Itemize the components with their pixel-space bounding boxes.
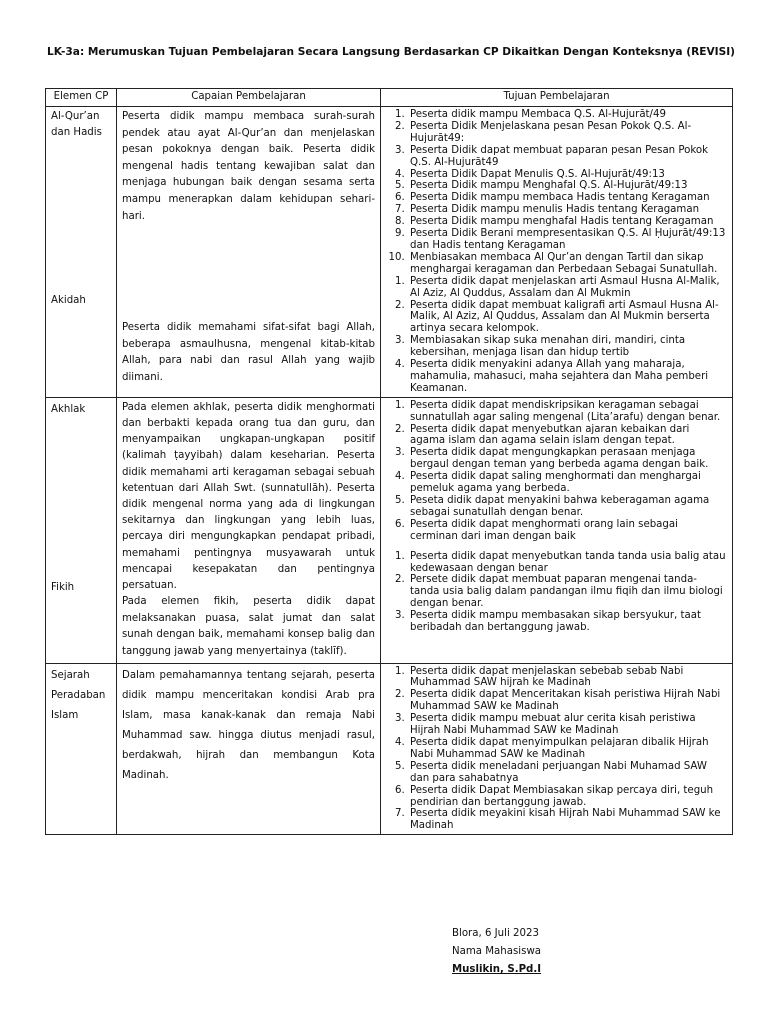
- list-item: 1. Peserta didik dapat menjelaskan sebebab sebab Nabi Muhammad SAW hijrah ke Madinah: [408, 666, 727, 690]
- list-item: 5. Peseta didik dapat menyakini bahwa keberagaman agama sebagai sunatullah dengan benar.: [408, 495, 727, 519]
- element-cell: [46, 107, 117, 398]
- list-item: 9. Peserta Didik Berani mempresentasikan Q.S. Al Ḥujurāt/49:13 dan Hadis tentang Keragaman: [408, 228, 727, 252]
- list-item: 6. Peserta didik dapat menghormati orang lain sebagai cerminan dari iman dengan baik: [408, 519, 727, 543]
- signature-place-date: Blora, 6 Juli 2023: [452, 928, 539, 939]
- goals-cell: [381, 107, 733, 398]
- cp-cell: [117, 397, 381, 663]
- element-name: Akidah: [51, 295, 86, 306]
- element-name: Fikih: [51, 581, 75, 593]
- goals-list: [386, 109, 727, 276]
- list-item: 5. Peserta Didik mampu Menghafal Q.S. Al-Hujurāt/49:13: [408, 180, 727, 192]
- cp-text: Peserta didik memahami sifat-sifat bagi Allah, beberapa asmaulhusna, mengenal kitab-kitab Allah, para nabi dan rasul Allah yang wajib diimani.: [122, 322, 375, 383]
- list-item: 2. Persete didik dapat membuat paparan mengenai tanda- tanda usia balig dalam pandangan ilmu fiqih dan ilmu biologi dengan benar.: [408, 574, 727, 610]
- document-title: LK-3a: Merumuskan Tujuan Pembelajaran Secara Langsung Berdasarkan CP Dikaitkan Dengan Konteksnya (REVISI): [47, 46, 736, 58]
- list-item: 2. Peserta didik dapat menyebutkan ajaran kebaikan dari agama islam dan agama selain islam dengan tepat.: [408, 424, 727, 448]
- goals-list: [386, 276, 727, 395]
- list-item: 4. Peserta Didik Dapat Menulis Q.S. Al-Hujurāt/49:13: [408, 169, 727, 181]
- goals-list: [386, 666, 727, 833]
- list-item: 3. Membiasakan sikap suka menahan diri, mandiri, cinta kebersihan, menjaga lisan dan hidup tertib: [408, 335, 727, 359]
- list-item: 2. Peserta didik dapat membuat kaligrafi arti Asmaul Husna Al-Malik, Al Aziz, Al Quddus, Assalam dan Al Mukmin berserta artinya secara kelompok.: [408, 300, 727, 336]
- table-header-row: [46, 89, 733, 107]
- goals-list: [386, 400, 727, 543]
- cp-cell: [117, 663, 381, 835]
- learning-objectives-table: [45, 88, 733, 835]
- goals-cell: [381, 397, 733, 663]
- header-capaian-pembelajaran: Capaian Pembelajaran: [117, 89, 381, 107]
- list-item: 6. Peserta didik Dapat Membiasakan sikap percaya diri, teguh pendirian dan bertanggung jawab.: [408, 785, 727, 809]
- cp-text: Dalam pemahamannya tentang sejarah, peserta didik mampu menceritakan kondisi Arab pra Islam, masa kanak-kanak dan remaja Nabi Muhammad saw. hingga diutus menjadi rasul, berdakwah, hijrah dan membangun Kota Madinah.: [122, 669, 375, 781]
- cp-text: Peserta didik mampu membaca surah-surah pendek atau ayat Al-Qur’an dan menjelaskan pesan pokoknya dengan baik. Peserta didik mengenal hadis tentang kewajiban salat dan menjaga hubungan baik dengan sesama serta mampu menerapkan dalam kehidupan sehari-hari.: [122, 111, 375, 222]
- list-item: 4. Peserta didik menyakini adanya Allah yang maharaja, mahamulia, mahasuci, maha sejahtera dan Maha pemberi Keamanan.: [408, 359, 727, 395]
- list-item: 2. Peserta Didik Menjelaskana pesan Pesan Pokok Q.S. Al-Hujurāt49:: [408, 121, 727, 145]
- list-item: 3. Peserta Didik dapat membuat paparan pesan Pesan Pokok Q.S. Al-Hujurāt49: [408, 145, 727, 169]
- header-elemen-cp: Elemen CP: [46, 89, 117, 107]
- cp-cell: [117, 107, 381, 398]
- list-item: 1. Peserta didik mampu Membaca Q.S. Al-Hujurāt/49: [408, 109, 727, 121]
- list-item: 4. Peserta didik dapat saling menghormati dan menghargai pemeluk agama yang berbeda.: [408, 471, 727, 495]
- list-item: 8. Peserta Didik mampu menghafal Hadis tentang Keragaman: [408, 216, 727, 228]
- signature-block: [452, 925, 541, 979]
- element-cell: [46, 663, 117, 835]
- goals-list: [386, 551, 727, 634]
- list-item: 3. Peserta didik mampu membasakan sikap bersyukur, taat beribadah dan bertanggung jawab.: [408, 610, 727, 634]
- element-cell: [46, 397, 117, 663]
- list-item: 5. Peserta didik meneladani perjuangan Nabi Muhamad SAW dan para sahabatnya: [408, 761, 727, 785]
- list-item: 1. Peserta didik dapat mendiskripsikan keragaman sebagai sunnatullah agar saling mengenal (Lita’arafu) dengan benar.: [408, 400, 727, 424]
- header-tujuan-pembelajaran: Tujuan Pembelajaran: [381, 89, 733, 107]
- cp-text: Pada elemen akhlak, peserta didik menghormati dan berbakti kepada orang tua dan guru, dan menyampaikan ungkapan-ungkapan positif (kalimah ṭayyibah) dalam keseharian. Peserta didik memahami arti keragaman sebagai sebuah ketentuan dari Allah Swt. (sunnatullāh). Peserta didik mengenal norma yang ada di lingkungan sekitarnya dan lingkungan yang lebih luas, percaya diri mengungkapkan pendapat pribadi, memahami pentingnya musyawarah untuk mencapai kesepakatan dan pentingnya persatuan.: [122, 401, 375, 591]
- table-row: [46, 107, 733, 398]
- element-name: Al-Qur’an dan Hadis: [51, 111, 102, 138]
- list-item: 7. Peserta Didik mampu menulis Hadis tentang Keragaman: [408, 204, 727, 216]
- list-item: 7. Peserta didik meyakini kisah Hijrah Nabi Muhammad SAW ke Madinah: [408, 808, 727, 832]
- cp-text: Pada elemen fikih, peserta didik dapat melaksanakan puasa, salat jumat dan salat sunah dengan baik, memahami konsep balig dan tanggung jawab yang menyertainya (taklīf).: [122, 596, 375, 657]
- list-item: 10. Menbiasakan membaca Al Qur’an dengan Tartil dan sikap menghargai keragaman dan Perbedaan Sebagai Sunatullah.: [408, 252, 727, 276]
- list-item: 2. Peserta didik dapat Menceritakan kisah peristiwa Hijrah Nabi Muhammad SAW ke Madinah: [408, 689, 727, 713]
- table-row: [46, 663, 733, 835]
- goals-cell: [381, 663, 733, 835]
- element-name: Akhlak: [51, 403, 86, 415]
- list-item: 3. Peserta didik dapat mengungkapkan perasaan menjaga bergaul dengan teman yang berbeda agama dengan baik.: [408, 447, 727, 471]
- list-item: 3. Peserta didik mampu mebuat alur cerita kisah peristiwa Hijrah Nabi Muhammad SAW ke Madinah: [408, 713, 727, 737]
- list-item: 6. Peserta Didik mampu membaca Hadis tentang Keragaman: [408, 192, 727, 204]
- table-row: [46, 397, 733, 663]
- signature-name: Muslikin, S.Pd.I: [452, 964, 542, 975]
- list-item: 4. Peserta didik dapat menyimpulkan pelajaran dibalik Hijrah Nabi Muhammad SAW ke Madinah: [408, 737, 727, 761]
- signature-role: Nama Mahasiswa: [452, 946, 542, 957]
- element-name: Sejarah Peradaban Islam: [51, 669, 106, 721]
- list-item: 1. Peserta didik dapat menjelaskan arti Asmaul Husna Al-Malik, Al Aziz, Al Quddus, Assalam dan Al Mukmin: [408, 276, 727, 300]
- list-item: 1. Peserta didik dapat menyebutkan tanda tanda usia balig atau kedewasaan dengan benar: [408, 551, 727, 575]
